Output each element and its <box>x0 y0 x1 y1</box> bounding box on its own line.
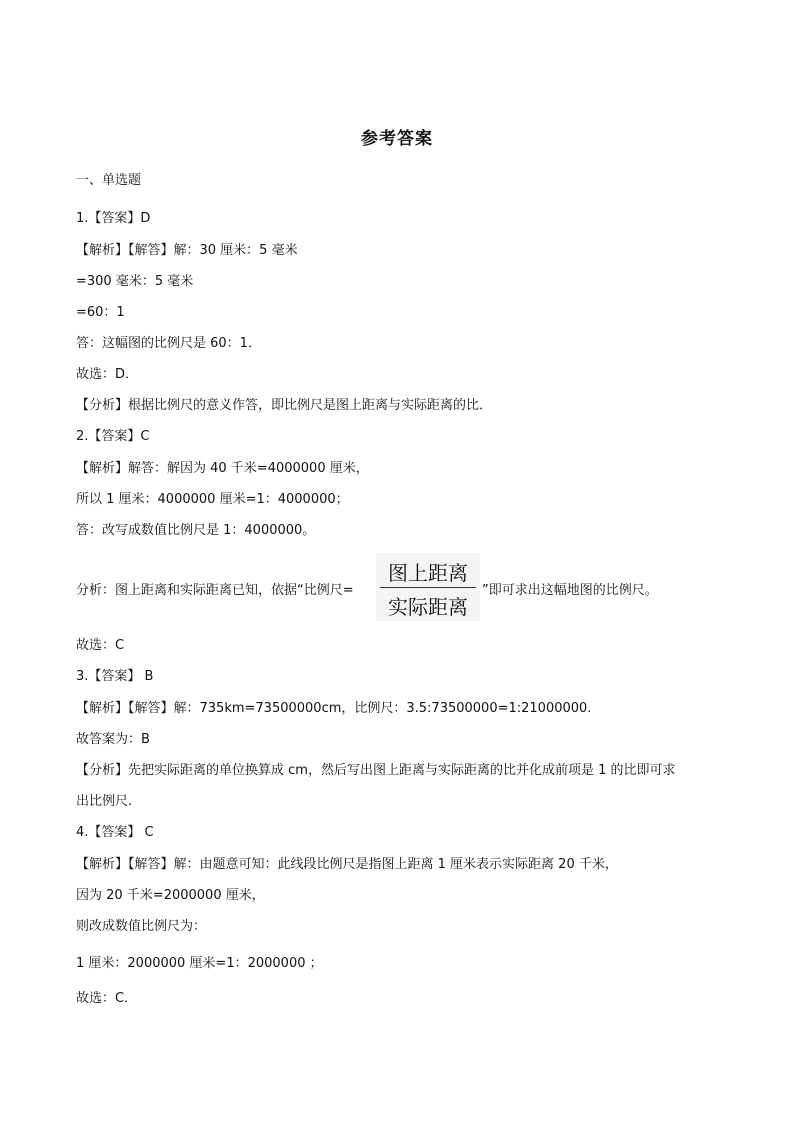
fraction-numerator: 图上距离 <box>388 561 468 585</box>
text-line: 【解析】【解答】解：30 厘米：5 毫米 <box>76 243 298 258</box>
text-line: 【解析】【解答】解：735km=73500000cm，比例尺：3.5:73500000=1:21000000. <box>76 701 592 716</box>
formula-line <box>76 553 716 623</box>
fraction-image <box>376 553 480 621</box>
text-line: 【分析】先把实际距离的单位换算成 cm，然后写出图上距离与实际距离的比并化成前项是 1 的比即可求 <box>76 763 676 778</box>
text-line: 因为 20 千米=2000000 厘米， <box>76 888 265 903</box>
formula-suffix: ”即可求出这幅地图的比例尺。 <box>482 583 658 598</box>
text-line: 故选：D． <box>76 367 139 382</box>
text-line: 1 厘米：2000000 厘米=1：2000000 ； <box>76 956 323 971</box>
section-heading: 一、单选题 <box>76 173 142 188</box>
answer-2-label: 2.【答案】C <box>76 429 150 444</box>
text-line: 故答案为：B <box>76 732 150 747</box>
text-line: 【解析】解答：解因为 40 千米=4000000 厘米， <box>76 461 369 476</box>
text-line: 答：这幅图的比例尺是 60：1． <box>76 336 261 351</box>
text-line: 出比例尺. <box>76 794 133 809</box>
text-line: 所以 1 厘米：4000000 厘米=1：4000000； <box>76 492 349 507</box>
text-line: =60：1 <box>76 305 125 320</box>
text-line: 则改成数值比例尺为： <box>76 919 207 934</box>
text-line: 【解析】【解答】解：由题意可知：此线段比例尺是指图上距离 1 厘米表示实际距离 20 千米， <box>76 857 618 872</box>
answer-3-label: 3.【答案】 B <box>76 669 154 684</box>
answer-4-label: 4.【答案】 C <box>76 825 154 840</box>
text-line: 答：改写成数值比例尺是 1：4000000。 <box>76 523 316 538</box>
fraction-bar <box>380 587 476 588</box>
page-title: 参考答案 <box>361 129 433 149</box>
text-line: 【分析】根据比例尺的意义作答，即比例尺是图上距离与实际距离的比． <box>76 398 493 413</box>
formula-prefix: 分析：图上距离和实际距离已知，依据“比例尺= <box>76 583 354 598</box>
text-line: =300 毫米：5 毫米 <box>76 274 194 289</box>
text-line: 故选：C． <box>76 991 138 1006</box>
fraction-denominator: 实际距离 <box>388 595 468 619</box>
text-line: 故选：C <box>76 638 125 653</box>
answer-1-label: 1.【答案】D <box>76 211 151 226</box>
